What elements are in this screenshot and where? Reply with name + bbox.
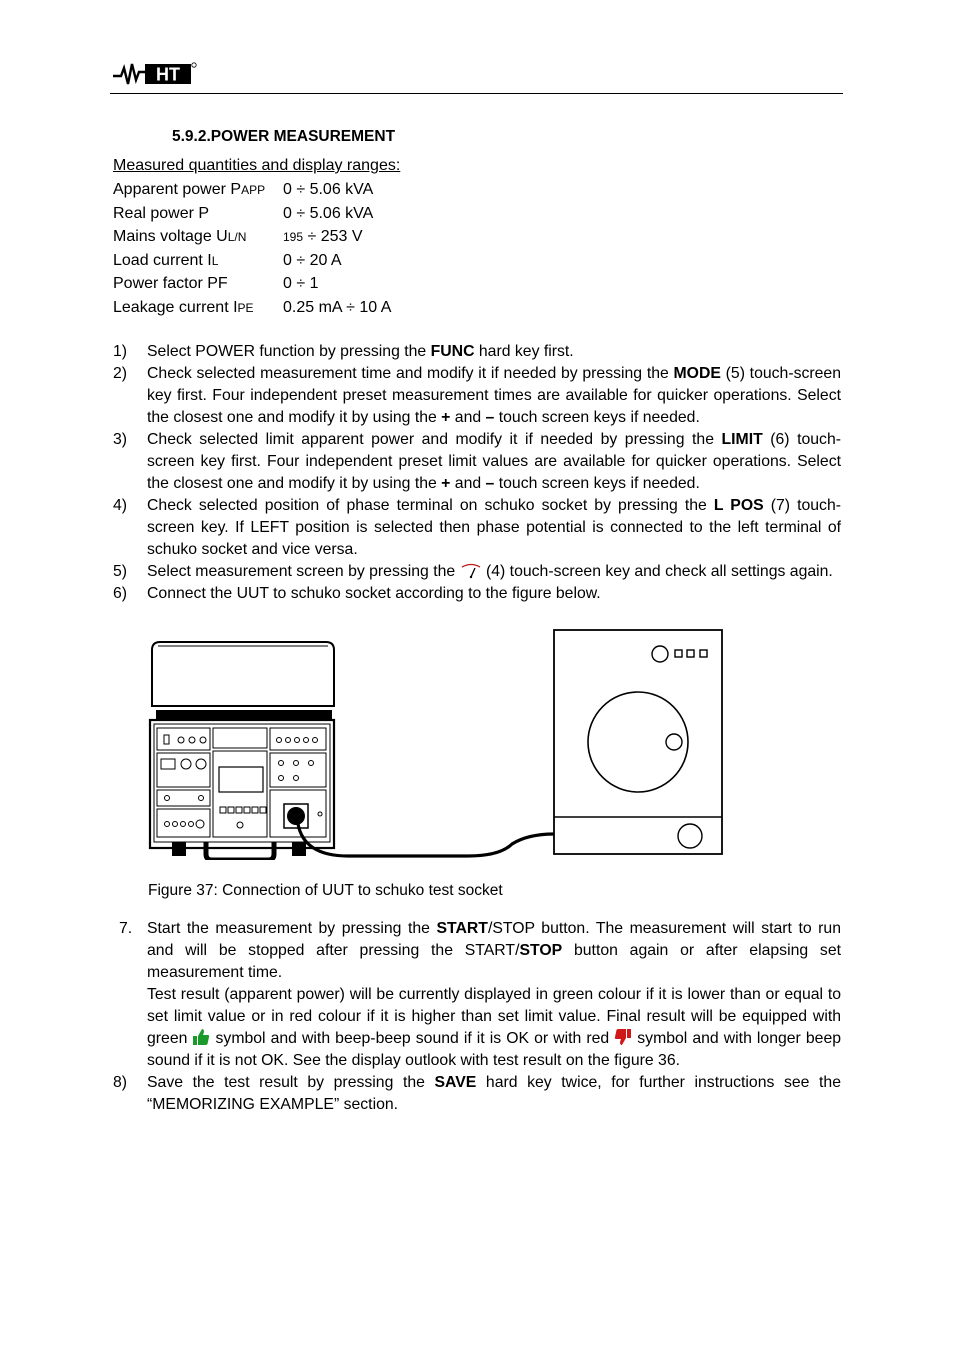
thumbs-down-icon (614, 1028, 632, 1046)
figure-caption: Figure 37: Connection of UUT to schuko test socket (148, 882, 503, 899)
quantity-value: 0 ÷ 5.06 kVA (283, 181, 374, 198)
quantity-value: 0.25 mA ÷ 10 A (283, 299, 392, 316)
measurement-screen-icon (460, 563, 482, 579)
ht-logo (111, 58, 197, 88)
list-item: 7. Start the measurement by pressing the START/STOP button. The measurement will start to run and will be stopped after pressing the START/STOP button again or after elapsing set measurement time. Test result (apparent power) will be currently displayed in green colour if it is lower than or equal to set limit value or in red colour if it is higher than set limit value. Final result will be equipped with green symbol and with beep-beep sound if it is OK or with red symbol and with longer beep sound if it is not OK. See the display outlook with test result on the figure 36. (119, 920, 842, 1069)
quantity-value: 0 ÷ 20 A (283, 252, 342, 269)
quantity-label: Leakage current IPE (113, 299, 254, 316)
logo-text: HT (156, 64, 180, 85)
uut-appliance (554, 630, 722, 854)
section-title: 5.9.2.POWER MEASUREMENT (172, 128, 396, 145)
steps-list-2 (113, 918, 841, 1116)
quantity-label: Power factor PF (113, 275, 228, 292)
steps-list (113, 341, 841, 605)
thumbs-up-icon (192, 1028, 210, 1046)
list-item: 4) Check selected position of phase terminal on schuko socket by pressing the L POS (7) touch-screen key. If LEFT position is selected then phase potential is connected to the left terminal of schuko socket and vice versa. (113, 497, 841, 558)
instrument-lid (152, 642, 334, 706)
list-item: 5) Select measurement screen by pressing the (4) touch-screen key and check all settings again. (113, 563, 833, 580)
quantity-label: Real power P (113, 205, 210, 222)
quantity-value: 0 ÷ 1 (283, 275, 319, 292)
list-item: 8) Save the test result by pressing the SAVE hard key twice, for further instructions see the “MEMORIZING EXAMPLE” section. (113, 1074, 841, 1113)
ranges-heading: Measured quantities and display ranges: (113, 157, 401, 174)
quantity-value: 0 ÷ 5.06 kVA (283, 205, 374, 222)
quantity-label: Mains voltage UL/N (113, 228, 247, 245)
header-rule (110, 93, 843, 94)
list-item: 6) Connect the UUT to schuko socket according to the figure below. (113, 585, 601, 602)
list-item: 3) Check selected limit apparent power and modify it if needed by pressing the LIMIT (6) touch-screen key first. Four independent preset limit values are available for quicker operations. Select the closest one and modify it by using the + and – touch screen keys if needed. (113, 431, 841, 492)
quantity-label: Load current IL (113, 252, 219, 269)
list-item: 2) Check selected measurement time and modify it if needed by pressing the MODE (5) touch-screen key first. Four independent preset measurement times are available for quicker operations. Select the closest one and modify it by using the + and – touch screen keys if needed. (113, 365, 842, 426)
quantity-value: 195 ÷ 253 V (283, 228, 363, 245)
list-item: 1) Select POWER function by pressing the FUNC hard key first. (113, 343, 574, 360)
connection-figure (148, 628, 728, 860)
quantity-label: Apparent power PAPP (113, 181, 266, 198)
power-cable (298, 824, 554, 856)
